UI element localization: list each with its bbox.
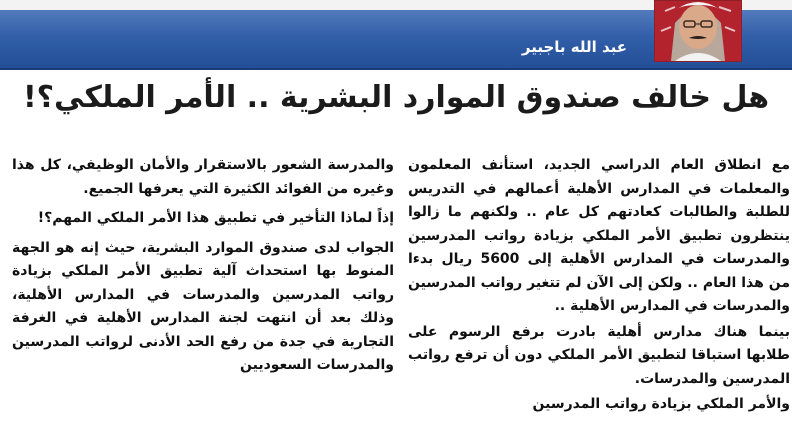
author-portrait-icon	[655, 1, 741, 61]
article-column-right	[408, 154, 790, 446]
paragraph-question: إذاً لماذا التأخير في تطبيق هذا الأمر الملكي المهم؟!	[37, 210, 394, 226]
paragraph: مع انطلاق العام الدراسي الجديد، استأنف المعلمون والمعلمات في المدارس الأهلية أعمالهم في التدريس للطلبة والطالبات كعادتهم كل عام .. ولكنهم ما زالوا ينتظرون تطبيق الأمر الملكي بزيادة رواتب المدرسين والمدرسات في المدارس الأهلية إلى 5600 ريال بدءا من هذا العام .. ولكن إلى الآن لم تتغير رواتب المدرسين والمدرسات في المدارس الأهلية ..	[408, 157, 790, 314]
paragraph: بينما هناك مدارس أهلية بادرت برفع الرسوم على طلابها استباقا لتطبيق الأمر الملكي دون أن ترفع رواتب المدرسين والمدرسات.	[408, 323, 790, 387]
author-name: عبد الله باجبير	[521, 38, 627, 56]
article-title: هل خالف صندوق الموارد البشرية .. الأمر الملكي؟!	[22, 80, 770, 115]
paragraph: والمدرسة الشعور بالاستقرار والأمان الوظيفي، كل هذا وغيره من الفوائد الكثيرة التي يعرفها الجميع.	[12, 157, 394, 197]
paragraph: الجواب لدى صندوق الموارد البشرية، حيث إنه هو الجهة المنوط بها استحداث آلية تطبيق الأمر الملكي بزيادة رواتب المدرسين والمدرسات في المدارس الأهلية، وذلك بعد أن انتهت لجنة المدارس الأهلية في الغرفة التجارية في جدة من رفع الحد الأدنى لرواتب المدرسين والمدرسات السعوديين	[12, 239, 394, 373]
article-column-left	[12, 154, 394, 446]
paragraph: والأمر الملكي بزيادة رواتب المدرسين	[532, 396, 790, 412]
author-photo	[654, 0, 742, 62]
